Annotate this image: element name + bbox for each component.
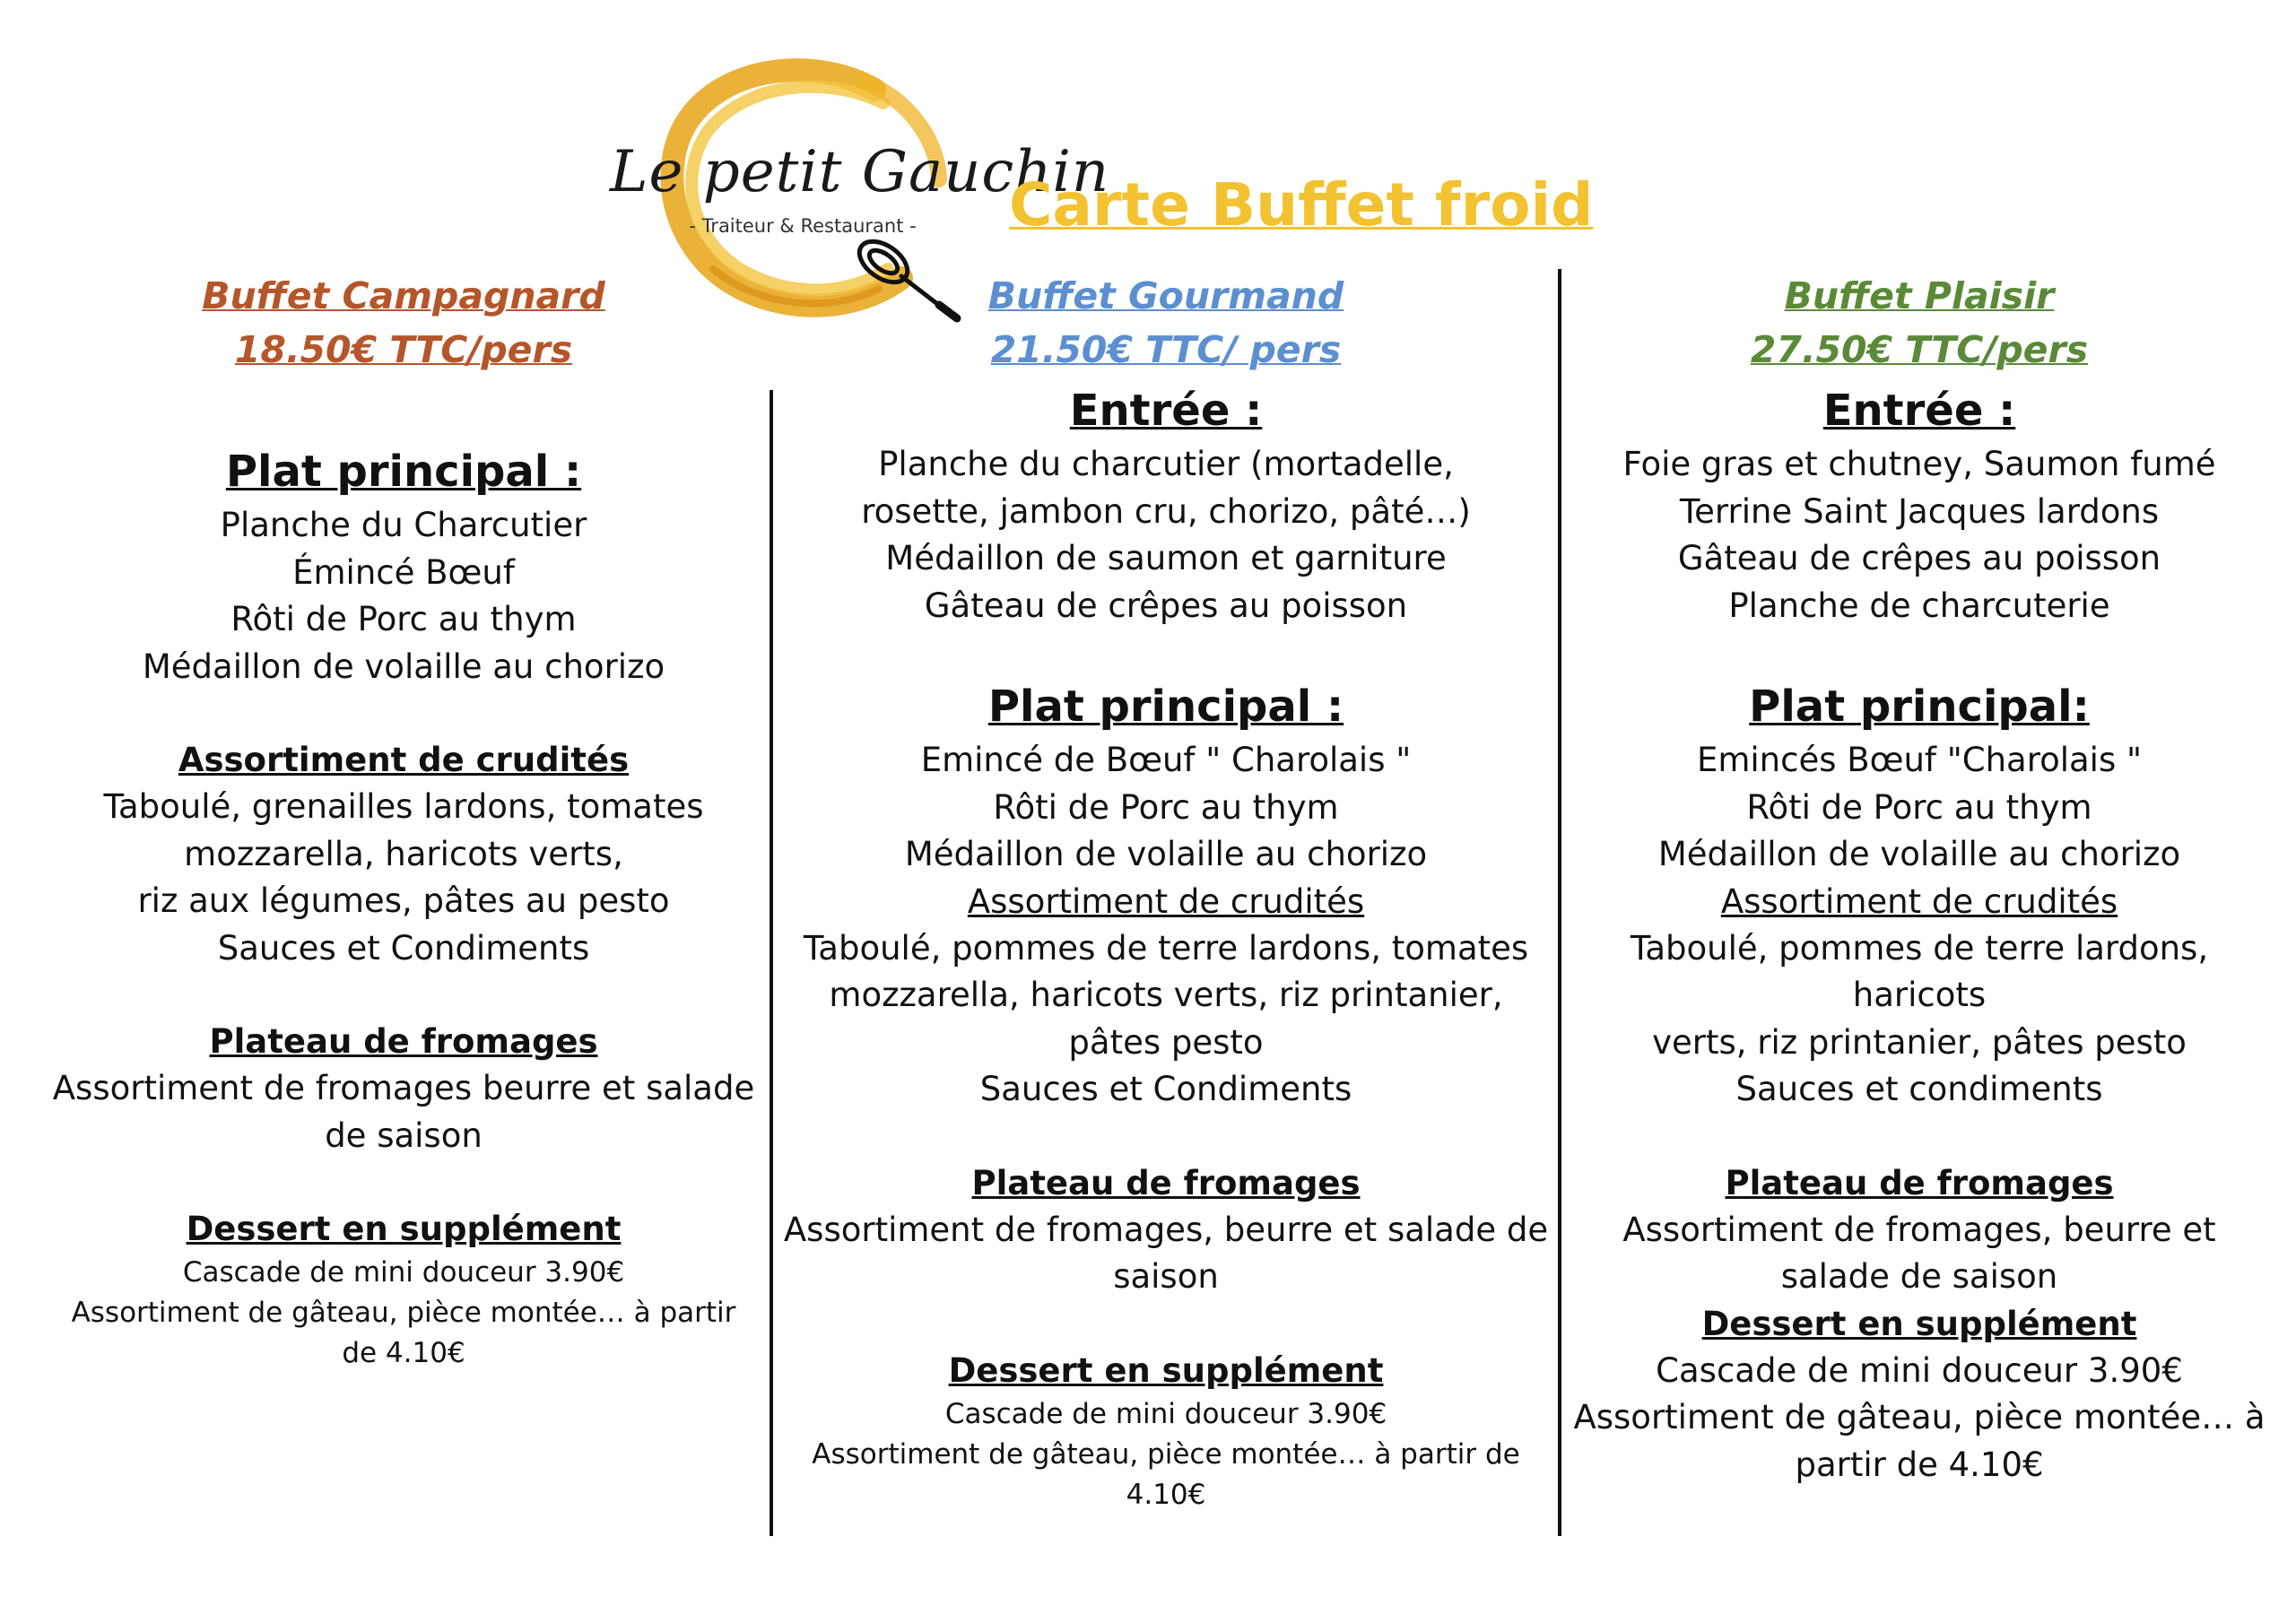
menu-line: Émincé Bœuf xyxy=(292,552,515,592)
menu-line: Rôti de Porc au thym xyxy=(993,787,1339,827)
menu-line: Taboulé, grenailles lardons, tomates xyxy=(103,787,704,826)
menu-line: Médaillon de volaille au chorizo xyxy=(142,647,665,686)
brand-name: Le petit Gauchin xyxy=(610,139,1110,205)
menu-line: pâtes pesto xyxy=(1068,1022,1264,1062)
section-title-dessert: Dessert en supplément xyxy=(1701,1304,2137,1343)
menu-line: saison xyxy=(1113,1257,1219,1296)
menu-line: Cascade de mini douceur 3.90€ xyxy=(1656,1350,2183,1390)
menu-line: de saison xyxy=(325,1115,483,1155)
menu-line: de 4.10€ xyxy=(342,1337,465,1369)
menu-line: Rôti de Porc au thym xyxy=(230,600,577,638)
menu-line: Médaillon de volaille au chorizo xyxy=(904,835,1428,873)
menu-line: rosette, jambon cru, chorizo, pâté…) xyxy=(861,491,1471,531)
menu-line: salade de saison xyxy=(1780,1257,2058,1296)
column-gourmand xyxy=(780,269,1552,1515)
section-title-crudites: Assortiment de crudités xyxy=(1720,881,2118,921)
menu-line: Assortiment de gâteau, pièce montée… à partir xyxy=(71,1297,736,1329)
menu-line: Cascade de mini douceur 3.90€ xyxy=(944,1397,1387,1430)
section-title-main: Plat principal : xyxy=(987,681,1344,732)
menu-line: Assortiment de fromages beurre et salade xyxy=(52,1069,755,1107)
menu-line: Assortiment de fromages, beurre et salade de xyxy=(783,1210,1549,1249)
menu-line: Médaillon de volaille au chorizo xyxy=(1657,835,2181,873)
menu-line: Sauces et Condiments xyxy=(979,1070,1352,1108)
menu-line: Gâteau de crêpes au poisson xyxy=(1677,539,2161,577)
section-title-entree: Entrée : xyxy=(1822,386,2016,436)
menu-line: haricots xyxy=(1852,976,1987,1014)
menu-line: 4.10€ xyxy=(1126,1478,1206,1511)
menu-line: riz aux légumes, pâtes au pesto xyxy=(137,881,670,920)
menu-line: Assortiment de gâteau, pièce montée… à partir de xyxy=(812,1437,1520,1471)
buffet-price: 18.50€ TTC/pers xyxy=(234,328,573,371)
menu-line: partir de 4.10€ xyxy=(1795,1445,2044,1484)
menu-line: Rôti de Porc au thym xyxy=(1746,787,2092,827)
section-title-cheese: Plateau de fromages xyxy=(1725,1163,2114,1202)
buffet-title: Buffet Campagnard xyxy=(202,274,605,317)
menu-line: Assortiment de gâteau, pièce montée… à xyxy=(1573,1398,2266,1436)
section-title-main: Plat principal : xyxy=(225,447,582,497)
menu-line: Sauces et condiments xyxy=(1735,1070,2103,1108)
menu-line: Cascade de mini douceur 3.90€ xyxy=(182,1256,625,1289)
buffet-price: 27.50€ TTC/pers xyxy=(1750,328,2089,371)
column-divider-right xyxy=(1558,269,1561,1536)
section-title-crudites: Assortiment de crudités xyxy=(967,881,1365,921)
menu-line: Emincé de Bœuf " Charolais " xyxy=(920,741,1412,779)
buffet-price: 21.50€ TTC/ pers xyxy=(990,328,1342,371)
brand-tagline: - Traiteur & Restaurant - xyxy=(689,215,917,237)
menu-line: Assortiment de fromages, beurre et xyxy=(1622,1210,2216,1249)
buffet-title: Buffet Gourmand xyxy=(987,274,1344,317)
section-title-dessert: Dessert en supplément xyxy=(186,1210,622,1248)
page-title: Carte Buffet froid xyxy=(1009,170,1594,239)
menu-line: Terrine Saint Jacques lardons xyxy=(1679,491,2160,531)
column-campagnard xyxy=(45,269,762,1374)
menu-line: Taboulé, pommes de terre lardons, tomates xyxy=(803,928,1529,968)
menu-line: mozzarella, haricots verts, riz printanier, xyxy=(829,976,1503,1014)
menu-line: Gâteau de crêpes au poisson xyxy=(924,586,1408,625)
menu-line: Planche du Charcutier xyxy=(220,506,587,544)
menu-line: mozzarella, haricots verts, xyxy=(184,834,623,873)
column-divider-left xyxy=(770,390,773,1536)
menu-line: Sauces et Condiments xyxy=(217,928,590,968)
menu-line: Foie gras et chutney, Saumon fumé xyxy=(1622,445,2216,483)
buffet-title: Buffet Plaisir xyxy=(1784,274,2055,317)
menu-line: Emincés Bœuf "Charolais " xyxy=(1696,741,2143,779)
menu-line: verts, riz printanier, pâtes pesto xyxy=(1652,1022,2187,1062)
section-title-cheese: Plateau de fromages xyxy=(971,1163,1361,1202)
menu-line: Planche du charcutier (mortadelle, xyxy=(878,445,1454,483)
column-plaisir xyxy=(1570,269,2269,1488)
section-title-main: Plat principal: xyxy=(1749,681,2090,732)
section-title-cheese: Plateau de fromages xyxy=(209,1022,598,1061)
section-title-dessert: Dessert en supplément xyxy=(948,1350,1384,1390)
section-title-entree: Entrée : xyxy=(1069,386,1263,436)
menu-line: Planche de charcuterie xyxy=(1728,586,2110,625)
menu-line: Taboulé, pommes de terre lardons, xyxy=(1630,928,2209,968)
menu-line: Médaillon de saumon et garniture xyxy=(885,539,1447,577)
section-title-crudites: Assortiment de crudités xyxy=(178,741,630,779)
